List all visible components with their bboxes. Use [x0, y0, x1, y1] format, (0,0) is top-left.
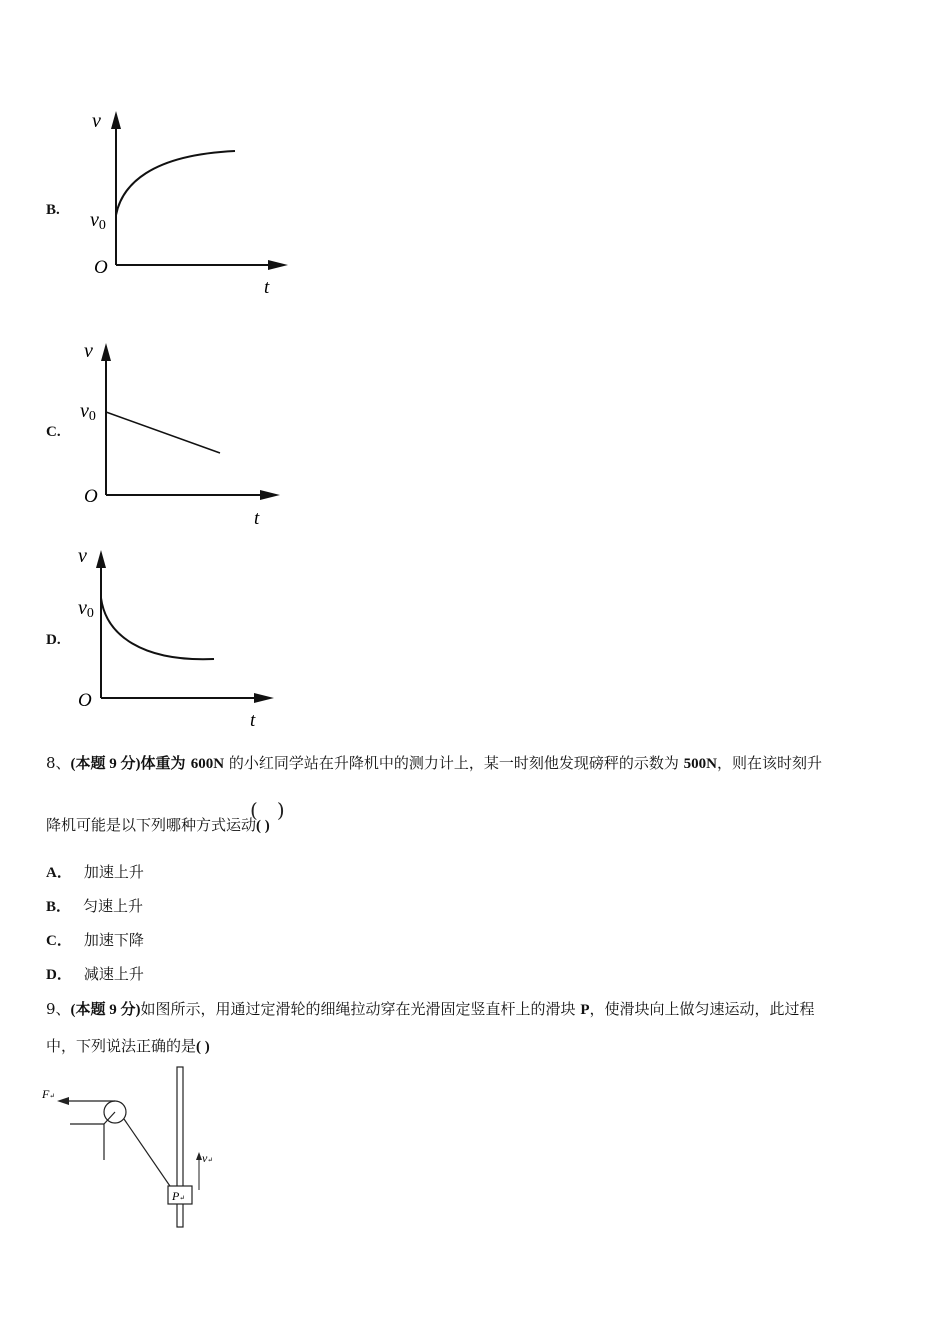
x-axis-label: t [254, 508, 260, 529]
q9-text-a: 如图所示，用通过定滑轮的细绳拉动穿在光滑固定竖直杆上的滑块 [140, 1000, 581, 1018]
origin-label: O [84, 486, 98, 507]
q9-score: (本题 9 分) [70, 1002, 141, 1018]
q8-option-a[interactable]: A． 加速上升 [46, 863, 144, 881]
velocity-curve [101, 598, 214, 659]
y-axis-arrow [96, 550, 106, 568]
velocity-label: v↵ [202, 1151, 214, 1165]
x-axis-arrow [268, 260, 288, 270]
option-d-label: D. [46, 632, 61, 648]
v0-label: v0 [78, 597, 94, 621]
y-axis-label: v [84, 340, 93, 362]
x-axis-arrow [254, 693, 274, 703]
q8-line2 [46, 798, 285, 836]
velocity-curve [116, 151, 235, 215]
velocity-line [106, 412, 220, 453]
origin-label: O [94, 257, 108, 278]
force-label: F↵ [42, 1087, 56, 1101]
v0-label: v0 [80, 400, 96, 424]
option-b-label: B. [46, 202, 60, 218]
v0-label: v0 [90, 209, 106, 233]
q9-block-p: P [580, 1002, 590, 1018]
y-axis-label: v [78, 545, 87, 567]
x-axis-label: t [250, 710, 256, 731]
q8-weight-1: 600N [190, 756, 225, 772]
q8-answer-paren: ( ) ( ) [250, 798, 285, 834]
q8-text-a: 体重为 [140, 754, 191, 772]
graph-b [80, 105, 300, 305]
y-axis-label: v [92, 110, 101, 132]
q8-option-b[interactable]: B． 匀速上升 [46, 897, 144, 915]
q9-line2 [46, 1036, 210, 1057]
q8-score: (本题 9 分) [70, 756, 141, 772]
q8-text-c: ，则在该时刻升 [717, 754, 823, 772]
q8-text-b: 的小红同学站在升降机中的测力计上，某一时刻他发现磅秤的示数为 [224, 754, 684, 772]
q9-line1 [46, 999, 815, 1020]
q8-paren-decoration: ( ) [250, 798, 285, 822]
force-arrow-head [57, 1097, 69, 1105]
q8-weight-2: 500N [683, 756, 718, 772]
q8-number: 8、 [46, 754, 71, 772]
pulley-figure [40, 1062, 240, 1232]
x-axis-label: t [264, 277, 270, 298]
q9-text-b: ，使滑块向上做匀速运动，此过程 [589, 1000, 815, 1018]
q8-line1 [46, 753, 822, 774]
graph-c [72, 335, 292, 535]
y-axis-arrow [111, 111, 121, 129]
q8-text-line2: 降机可能是以下列哪种方式运动 [46, 816, 257, 834]
option-c-label: C. [46, 424, 61, 440]
q9-answer-paren: ( ) [196, 1039, 210, 1055]
x-axis-arrow [260, 490, 280, 500]
origin-label: O [78, 690, 92, 711]
q9-number: 9、 [46, 1000, 71, 1018]
q8-option-d[interactable]: D． 减速上升 [46, 965, 144, 983]
block-label: P↵ [172, 1189, 186, 1203]
q9-text-line2: 中，下列说法正确的是 [46, 1037, 197, 1055]
y-axis-arrow [101, 343, 111, 361]
graph-d [72, 540, 292, 740]
rope-to-block [124, 1119, 172, 1189]
q8-option-c[interactable]: C． 加速下降 [46, 931, 144, 949]
